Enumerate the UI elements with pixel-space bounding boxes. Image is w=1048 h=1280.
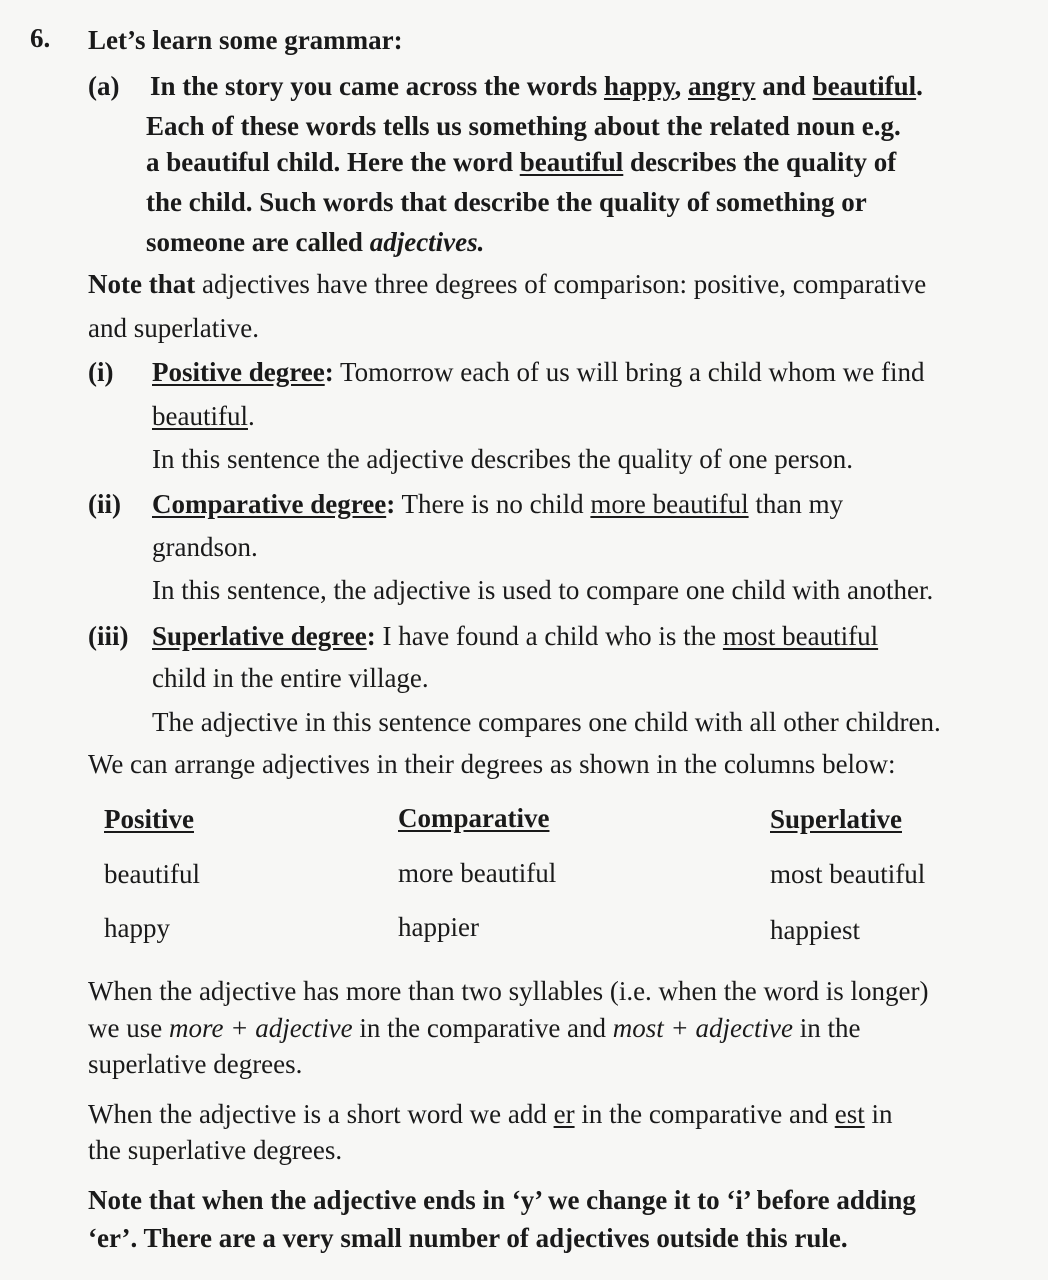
degree-i-explanation: In this sentence the adjective describes the quality of one person. xyxy=(152,444,854,474)
rule-3-line-2: ‘er’. There are a very small number of adjectives outside this rule. xyxy=(88,1223,848,1253)
word-happy: happy xyxy=(603,71,675,101)
positive-degree-heading: Positive degree xyxy=(152,357,325,387)
table-cell: happier xyxy=(398,912,479,942)
table-cell: happiest xyxy=(770,915,860,945)
degree-ii-line-1: Comparative degree: There is no child more beautiful than my xyxy=(152,489,844,519)
table-cell: most beautiful xyxy=(770,859,926,889)
degree-i-line-1: Positive degree: Tomorrow each of us will bring a child whom we find xyxy=(152,357,925,387)
rule-2-line-1: When the adjective is a short word we add er in the comparative and est in xyxy=(88,1099,893,1129)
rule-1-line-1: When the adjective has more than two syllables (i.e. when the word is longer) xyxy=(88,976,929,1006)
column-header-positive: Positive xyxy=(104,804,194,834)
note-line-2: and superlative. xyxy=(88,313,259,343)
superlative-degree-heading: Superlative degree xyxy=(152,621,367,651)
degree-ii-line-2: grandson. xyxy=(152,532,258,562)
section-title: Let’s learn some grammar: xyxy=(88,25,403,55)
degree-ii-explanation: In this sentence, the adjective is used to compare one child with another. xyxy=(152,575,934,605)
word-angry: angry xyxy=(688,71,756,101)
rule-1-line-2: we use more + adjective in the comparative and most + adjective in the xyxy=(88,1013,861,1043)
part-a-line-4: the child. Such words that describe the quality of something or xyxy=(146,187,867,217)
word-beautiful: beautiful xyxy=(812,71,917,101)
section-number: 6. xyxy=(30,23,51,53)
part-a-line-2: Each of these words tells us something about the related noun e.g. xyxy=(146,111,901,141)
table-cell: beautiful xyxy=(104,859,200,889)
degree-iii-line-2: child in the entire village. xyxy=(152,663,429,693)
rule-2-line-2: the superlative degrees. xyxy=(88,1135,343,1165)
term-adjectives: adjectives. xyxy=(369,227,485,257)
part-a-label: (a) xyxy=(88,71,120,101)
degree-ii-label: (ii) xyxy=(88,489,121,519)
table-cell: more beautiful xyxy=(398,858,557,888)
note-line-1: Note that adjectives have three degrees of comparison: positive, comparative xyxy=(88,269,927,299)
part-a-line-3: a beautiful child. Here the word beautiful describes the quality of xyxy=(146,147,897,177)
column-header-superlative: Superlative xyxy=(770,804,902,834)
degree-i-label: (i) xyxy=(88,357,114,387)
table-cell: happy xyxy=(104,913,170,943)
rule-1-line-3: superlative degrees. xyxy=(88,1049,303,1079)
degree-iii-line-1: Superlative degree: I have found a child who is the most beautiful xyxy=(152,621,879,651)
arrange-intro: We can arrange adjectives in their degrees as shown in the columns below: xyxy=(88,749,896,779)
column-header-comparative: Comparative xyxy=(398,803,550,833)
part-a-line-5: someone are called adjectives. xyxy=(146,227,485,257)
degree-iii-explanation: The adjective in this sentence compares one child with all other children. xyxy=(152,707,941,737)
degree-i-line-2: beautiful. xyxy=(152,401,255,431)
degree-iii-label: (iii) xyxy=(88,621,129,651)
rule-3-line-1: Note that when the adjective ends in ‘y’ we change it to ‘i’ before adding xyxy=(88,1185,916,1215)
part-a-line-1: In the story you came across the words happy, angry and beautiful. xyxy=(150,71,923,101)
comparative-degree-heading: Comparative degree xyxy=(152,489,387,519)
word-beautiful-2: beautiful xyxy=(519,147,624,177)
